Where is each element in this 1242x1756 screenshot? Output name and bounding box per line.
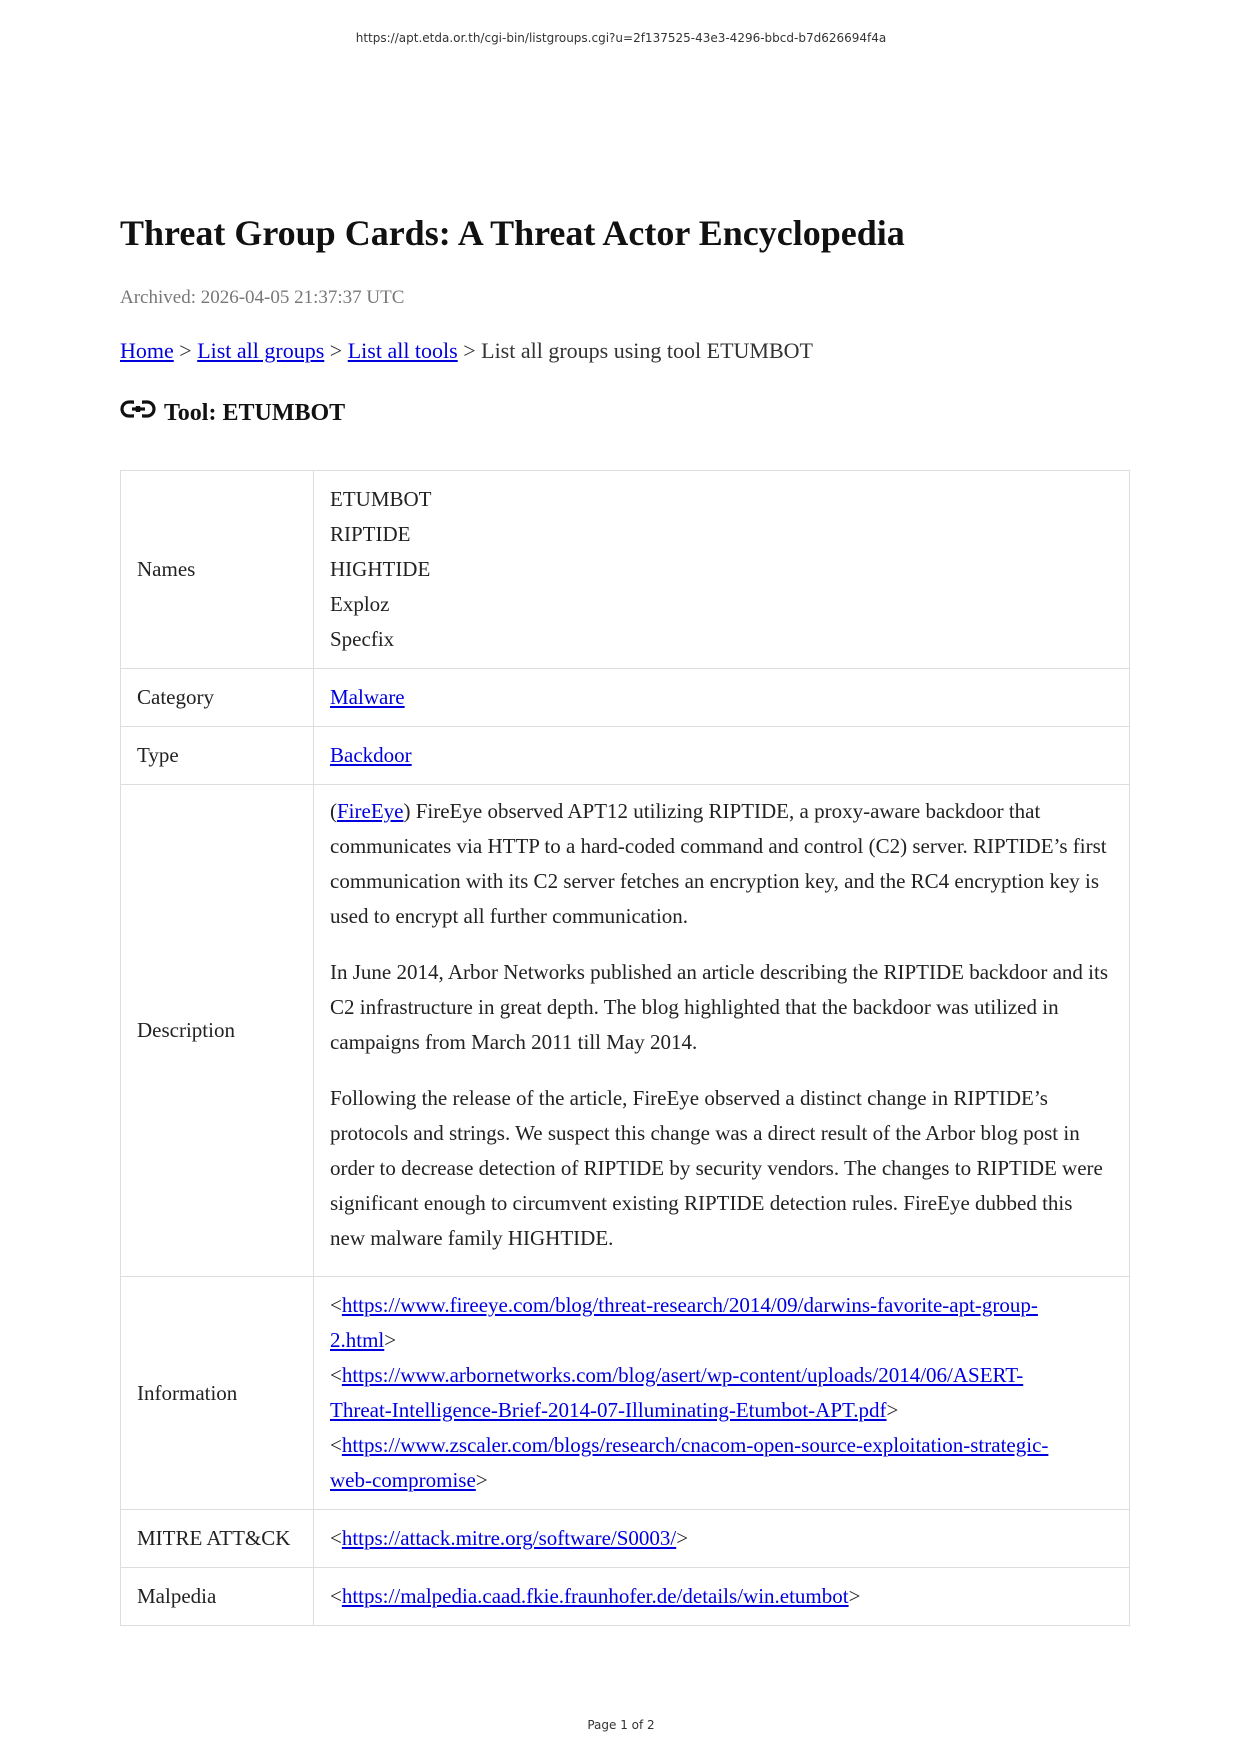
gt-bracket: >	[676, 1526, 689, 1550]
arbor-networks-link-continued[interactable]: Threat-Intelligence-Brief-2014-07-Illuminating-Etumbot-APT.pdf	[330, 1398, 887, 1422]
type-label: Type	[121, 727, 314, 785]
page-url-header: https://apt.etda.or.th/cgi-bin/listgroups.cgi?u=2f137525-43e3-4296-bbcd-b7d626694f4a	[355, 31, 887, 45]
malpedia-value	[314, 1568, 1130, 1626]
table-row-mitre	[121, 1510, 1130, 1568]
breadcrumb-separator: >	[173, 338, 198, 363]
table-row-information	[121, 1277, 1130, 1510]
lt-bracket: <	[330, 1526, 342, 1550]
category-value	[314, 669, 1130, 727]
lt-bracket: <	[330, 1584, 342, 1608]
tool-heading	[120, 400, 345, 427]
breadcrumb-separator: >	[324, 338, 348, 363]
breadcrumb-tools-link[interactable]: List all tools	[347, 338, 458, 363]
name-item: RIPTIDE	[330, 522, 411, 546]
name-item: HIGHTIDE	[330, 557, 431, 581]
description-paragraph	[330, 794, 1111, 934]
table-row-malpedia	[121, 1568, 1130, 1626]
fireeye-blog-link[interactable]: https://www.fireeye.com/blog/threat-research/2014/09/darwins-favorite-apt-group-	[341, 1293, 1038, 1317]
mitre-attack-link[interactable]: https://attack.mitre.org/software/S0003/	[341, 1526, 677, 1550]
lt-bracket: <	[330, 1293, 342, 1317]
information-value	[314, 1277, 1130, 1510]
information-link-line	[330, 1288, 1111, 1358]
fireeye-blog-link-continued[interactable]: 2.html	[330, 1328, 385, 1352]
name-item: ETUMBOT	[330, 487, 432, 511]
page-number-footer: Page 1 of 2	[587, 1718, 655, 1732]
description-label: Description	[121, 785, 314, 1277]
gt-bracket: >	[475, 1468, 488, 1492]
gt-bracket: >	[384, 1328, 397, 1352]
fireeye-source-link[interactable]: FireEye	[337, 799, 404, 823]
category-link[interactable]: Malware	[330, 685, 405, 709]
breadcrumb-current: > List all groups using tool ETUMBOT	[457, 338, 813, 363]
table-row-category	[121, 669, 1130, 727]
zscaler-link-continued[interactable]: web-compromise	[330, 1468, 476, 1492]
archived-timestamp: Archived: 2026-04-05 21:37:37 UTC	[120, 287, 405, 308]
information-link-line	[330, 1428, 1111, 1498]
table-row-type	[121, 727, 1130, 785]
name-item: Specfix	[330, 627, 395, 651]
breadcrumb	[120, 338, 813, 364]
tool-info-table	[120, 470, 1130, 1626]
arbor-networks-link[interactable]: https://www.arbornetworks.com/blog/asert/wp-content/uploads/2014/06/ASERT-	[341, 1363, 1024, 1387]
gt-bracket: >	[886, 1398, 899, 1422]
name-item: Exploz	[330, 592, 390, 616]
names-value	[314, 471, 1130, 669]
mitre-value	[314, 1510, 1130, 1568]
paren-open: (	[330, 799, 337, 823]
breadcrumb-groups-link[interactable]: List all groups	[197, 338, 325, 363]
mitre-label: MITRE ATT&CK	[121, 1510, 314, 1568]
description-paragraph: In June 2014, Arbor Networks published an article describing the RIPTIDE backdoor and its C2 infrastructure in great depth. The blog highlighted that the backdoor was utilized in campaigns from March 2011 till May 2014.	[330, 960, 1108, 1054]
description-value	[314, 785, 1130, 1277]
type-value	[314, 727, 1130, 785]
malpedia-link[interactable]: https://malpedia.caad.fkie.fraunhofer.de/details/win.etumbot	[341, 1584, 849, 1608]
type-link[interactable]: Backdoor	[330, 743, 412, 767]
information-link-line	[330, 1358, 1111, 1428]
breadcrumb-home-link[interactable]: Home	[120, 338, 174, 363]
names-label: Names	[121, 471, 314, 669]
lt-bracket: <	[330, 1363, 342, 1387]
description-text: ) FireEye observed APT12 utilizing RIPTIDE, a proxy-aware backdoor that communicates via HTTP to a hard-coded command and control (C2) server. RIPTIDE’s first communication with its C2 server fetches an encryption key, and the RC4 encryption key is used to encrypt all further communication.	[330, 799, 1107, 928]
gt-bracket: >	[848, 1584, 861, 1608]
link-icon	[120, 397, 158, 421]
table-row-description	[121, 785, 1130, 1277]
information-label: Information	[121, 1277, 314, 1510]
zscaler-link[interactable]: https://www.zscaler.com/blogs/research/cnacom-open-source-exploitation-strategic-	[341, 1433, 1049, 1457]
malpedia-label: Malpedia	[121, 1568, 314, 1626]
lt-bracket: <	[330, 1433, 342, 1457]
page-title: Threat Group Cards: A Threat Actor Encyclopedia	[120, 213, 905, 253]
table-row-names	[121, 471, 1130, 669]
description-paragraph: Following the release of the article, FireEye observed a distinct change in RIPTIDE’s protocols and strings. We suspect this change was a direct result of the Arbor blog post in order to decrease detection of RIPTIDE by security vendors. The changes to RIPTIDE were significant enough to circumvent existing RIPTIDE detection rules. FireEye dubbed this new malware family HIGHTIDE.	[330, 1086, 1103, 1250]
category-label: Category	[121, 669, 314, 727]
tool-title: Tool: ETUMBOT	[164, 400, 346, 426]
